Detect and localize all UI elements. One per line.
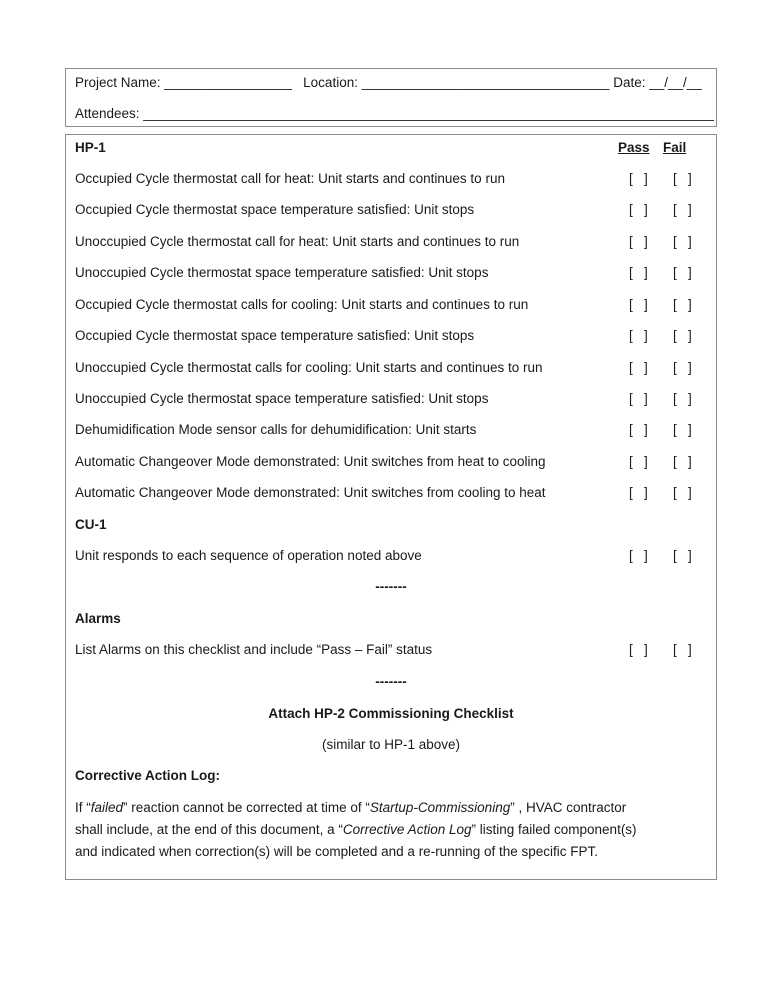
pass-checkbox[interactable]: [ ]	[629, 548, 648, 563]
checklist-item-text: Unoccupied Cycle thermostat space temperature satisfied: Unit stops	[75, 391, 489, 406]
section-separator: -------	[375, 674, 407, 689]
checklist-row	[75, 328, 716, 348]
pass-checkbox[interactable]: [ ]	[629, 391, 648, 406]
pass-checkbox[interactable]: [ ]	[629, 422, 648, 437]
fail-checkbox[interactable]: [ ]	[673, 485, 692, 500]
text-span: ” reaction cannot be corrected at time of “	[123, 800, 370, 815]
pass-checkbox[interactable]: [ ]	[629, 328, 648, 343]
pass-checkbox[interactable]: [ ]	[629, 171, 648, 186]
pass-checkbox[interactable]: [ ]	[629, 642, 648, 657]
fail-checkbox[interactable]: [ ]	[673, 265, 692, 280]
pass-checkbox[interactable]: [ ]	[629, 454, 648, 469]
cu1-row	[75, 548, 716, 568]
fail-column-header: Fail	[663, 140, 687, 155]
pass-checkbox[interactable]: [ ]	[629, 265, 648, 280]
text-span: shall include, at the end of this document, a “	[75, 822, 343, 837]
pass-checkbox[interactable]: [ ]	[629, 234, 648, 249]
fail-checkbox[interactable]: [ ]	[673, 454, 692, 469]
checklist-item-text: Occupied Cycle thermostat call for heat: Unit starts and continues to run	[75, 171, 505, 186]
checklist-item-text: Occupied Cycle thermostat calls for cooling: Unit starts and continues to run	[75, 297, 529, 312]
alarms-item-text: List Alarms on this checklist and include “Pass – Fail” status	[75, 642, 433, 657]
checklist-row	[75, 422, 716, 442]
fail-checkbox[interactable]: [ ]	[673, 202, 692, 217]
corrective-action-title: Corrective Action Log:	[75, 768, 221, 783]
hp1-header-row	[75, 140, 716, 160]
fail-checkbox[interactable]: [ ]	[673, 548, 692, 563]
project-info-line[interactable]: Project Name: _________________ Location: _________________________________ Date: __/__/__	[75, 75, 702, 90]
attendees-line[interactable]: Attendees: ____________________________________________________________________________	[75, 106, 714, 121]
fail-checkbox[interactable]: [ ]	[673, 234, 692, 249]
alarms-header-row	[75, 611, 716, 631]
checklist-item-text: Occupied Cycle thermostat space temperature satisfied: Unit stops	[75, 202, 475, 217]
fail-checkbox[interactable]: [ ]	[673, 422, 692, 437]
checklist-row	[75, 297, 716, 317]
checklist-row	[75, 234, 716, 254]
fail-checkbox[interactable]: [ ]	[673, 391, 692, 406]
checklist-box	[65, 134, 717, 880]
checklist-item-text: Automatic Changeover Mode demonstrated: Unit switches from cooling to heat	[75, 485, 546, 500]
attach-checklist-subtitle: (similar to HP-1 above)	[321, 737, 461, 752]
pass-checkbox[interactable]: [ ]	[629, 297, 648, 312]
checklist-row	[75, 202, 716, 222]
checklist-row	[75, 485, 716, 505]
checklist-row	[75, 265, 716, 285]
corrective-action-paragraph	[75, 797, 705, 863]
checklist-item-text: Unoccupied Cycle thermostat call for heat: Unit starts and continues to run	[75, 234, 520, 249]
section-separator: -------	[375, 579, 407, 594]
fail-checkbox[interactable]: [ ]	[673, 328, 692, 343]
corrective-action-log-term: Corrective Action Log	[342, 822, 472, 837]
text-span: ” listing failed component(s)	[471, 822, 637, 837]
pass-checkbox[interactable]: [ ]	[629, 485, 648, 500]
pass-checkbox[interactable]: [ ]	[629, 202, 648, 217]
fail-checkbox[interactable]: [ ]	[673, 297, 692, 312]
checklist-row	[75, 171, 716, 191]
checklist-item-text: Unoccupied Cycle thermostat space temperature satisfied: Unit stops	[75, 265, 489, 280]
pass-checkbox[interactable]: [ ]	[629, 360, 648, 375]
fail-checkbox[interactable]: [ ]	[673, 171, 692, 186]
checklist-item-text: Occupied Cycle thermostat space temperature satisfied: Unit stops	[75, 328, 475, 343]
attach-checklist-title: Attach HP-2 Commissioning Checklist	[268, 706, 514, 721]
fail-checkbox[interactable]: [ ]	[673, 360, 692, 375]
checklist-item-text: Unoccupied Cycle thermostat calls for cooling: Unit starts and continues to run	[75, 360, 543, 375]
checklist-item-text: Automatic Changeover Mode demonstrated: Unit switches from heat to cooling	[75, 454, 546, 469]
paragraph-line	[75, 797, 705, 819]
checklist-item-text: Dehumidification Mode sensor calls for dehumidification: Unit starts	[75, 422, 477, 437]
paragraph-line	[75, 819, 705, 841]
checklist-row	[75, 391, 716, 411]
cu1-header-row	[75, 517, 716, 537]
paragraph-line: and indicated when correction(s) will be completed and a re-running of the specific FPT.	[75, 844, 599, 859]
hp1-title: HP-1	[75, 140, 106, 155]
checklist-row	[75, 454, 716, 474]
text-span: ” , HVAC contractor	[510, 800, 627, 815]
text-span: If “	[75, 800, 91, 815]
fail-checkbox[interactable]: [ ]	[673, 642, 692, 657]
alarms-title: Alarms	[75, 611, 121, 626]
cu1-item-text: Unit responds to each sequence of operation noted above	[75, 548, 422, 563]
pass-column-header: Pass	[618, 140, 650, 155]
project-header-box	[65, 68, 717, 127]
startup-commissioning-term: Startup-Commissioning	[369, 800, 511, 815]
failed-term: failed	[90, 800, 124, 815]
cu1-title: CU-1	[75, 517, 107, 532]
alarms-row	[75, 642, 716, 662]
checklist-row	[75, 360, 716, 380]
